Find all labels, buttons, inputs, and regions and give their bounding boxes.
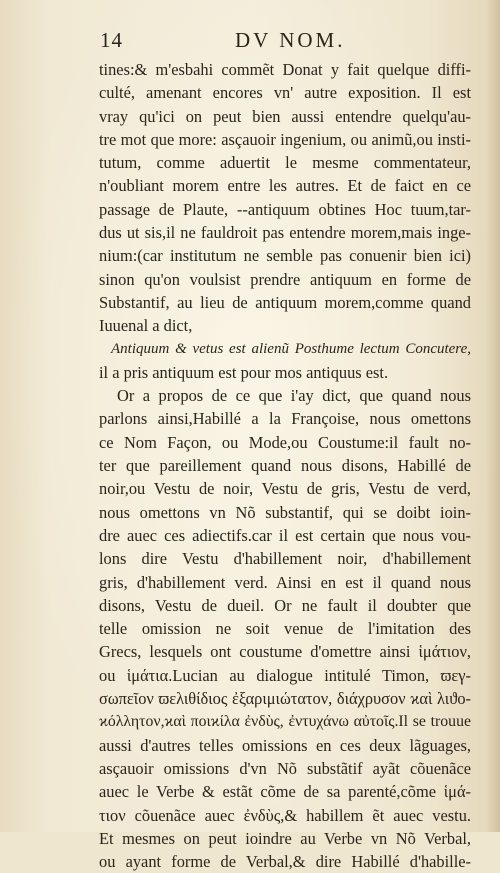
- text-line: nous omettons vn Nõ substantif, qui se doibt ioin-: [99, 502, 471, 522]
- text-line: ter que pareillement quand nous disons, Habillé de: [99, 456, 471, 476]
- text-line: auec le Verbe & estãt cõme de sa parenté,cõme ἱμά-: [99, 782, 471, 802]
- running-head: [100, 28, 470, 52]
- text-line: telle omission ne soit venue de l'imitation des: [99, 619, 471, 639]
- text-line: tines:& m'esbahi commẽt Donat y fait quelque diffi-: [99, 60, 471, 79]
- text-line: aussi d'autres telles omissions en ces deux lãguages,: [99, 735, 471, 755]
- greek-text-line: ϰόλλητον,ϰαὶ ποιϰίλα ἐνδὺς, ἐντυχάνω αὐτοῖς.Il se trouue: [99, 713, 471, 731]
- body-text: [99, 58, 471, 873]
- quotation-line: Antiquum & vetus est alienũ Posthume lectum Concutere,: [111, 340, 471, 357]
- text-line: Substantif, au lieu de antiquum morem,comme quand: [99, 292, 471, 312]
- text-line: n'oubliant morem entre les autres. Et de faict en ce: [99, 176, 471, 196]
- running-title: DV NOM.: [235, 28, 346, 52]
- text-line: ou ἱμάτια.Lucian au dialogue intitulé Timon, ϖεγ-: [99, 665, 471, 685]
- page-gutter-shadow: [486, 0, 500, 832]
- text-line: gris, d'habillement verd. Ainsi en est il quand nous: [99, 572, 471, 592]
- text-line: dus ut sis,il ne fauldroit pas entendre morem,mais inge-: [99, 223, 471, 243]
- text-line: passage de Plaute, --antiquum obtines Hoc tuum,tar-: [99, 199, 471, 219]
- text-line: vray qu'ici on peut bien aussi entendre quelqu'au-: [99, 106, 471, 126]
- text-line: τιον cõuenãce auec ἐνδὺς,& habillem ẽt auec vestu.: [99, 805, 471, 825]
- text-line: dre auec ces adiectifs.car il est certain que nous vou-: [99, 525, 471, 545]
- text-line: asçauoir omissions d'vn Nõ substãtif ayãt cõuenãce: [99, 758, 471, 778]
- text-line: ou ayant forme de Verbal,& dire Habillé d'habille-: [99, 852, 471, 872]
- page-number: 14: [100, 28, 123, 52]
- text-line: lons dire Vestu d'habillement noir, d'habillement: [99, 549, 471, 569]
- text-line: Iuuenal a dict,: [99, 316, 193, 336]
- text-line: noir,ou Vestu de noir, Vestu de gris, Vestu de verd,: [99, 479, 471, 499]
- text-line: ce Nom Façon, ou Mode,ou Coustume:il fault no-: [99, 432, 471, 452]
- greek-text-line: σωπεῖον ϖελιθίδιος ἐξαριμιώτατον, διάχρυσον ϰαὶ λιϑο-: [99, 689, 471, 709]
- text-line: il a pris antiquum est pour mos antiquus est.: [99, 362, 389, 382]
- text-line: disons, Vestu de dueil. Or ne fault il doubter que: [99, 595, 471, 615]
- text-line: Et mesmes on peut ioindre au Verbe vn Nõ Verbal,: [99, 828, 471, 848]
- text-line: parlons ainsi,Habillé a la Françoise, nous omettons: [99, 409, 471, 429]
- text-line: sinon qu'on voulsist prendre antiquum en forme de: [99, 269, 471, 289]
- text-line: Grecs, lesquels ont coustume d'omettre ainsi ἱμάτιον,: [99, 642, 471, 662]
- text-line: tre mot que more: asçauoir ingenium, ou animũ,ou insti-: [99, 129, 471, 149]
- text-line: nium:(car institutum ne semble pas conuenir bien ici): [99, 246, 471, 266]
- paragraph-start-line: Or a propos de ce que i'ay dict, que quand nous: [117, 386, 471, 406]
- text-line: culté, amenant encores vn' autre exposition. Il est: [99, 83, 471, 103]
- text-line: tutum, comme aduertit le mesme commentateur,: [99, 153, 471, 173]
